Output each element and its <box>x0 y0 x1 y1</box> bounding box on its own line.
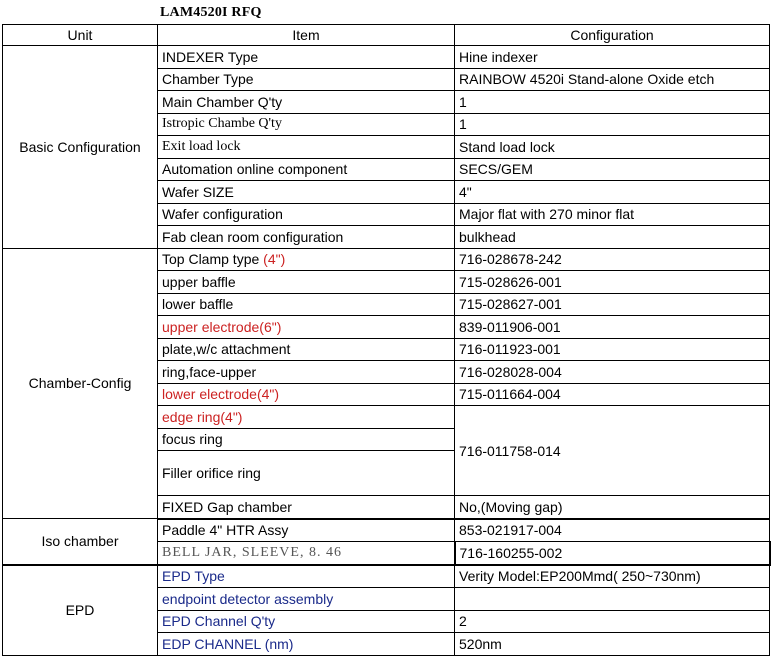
item-cell: endpoint detector assembly <box>158 588 455 611</box>
config-cell: 716-160255-002 <box>455 542 770 565</box>
item-cell: plate,w/c attachment <box>158 338 455 361</box>
config-cell: 520nm <box>455 633 770 656</box>
item-cell: Exit load lock <box>158 136 455 159</box>
config-cell: Stand load lock <box>455 136 770 159</box>
config-cell: Major flat with 270 minor flat <box>455 203 770 226</box>
config-cell: 1 <box>455 113 770 136</box>
header-item: Item <box>158 25 455 46</box>
header-configuration: Configuration <box>455 25 770 46</box>
item-cell: upper baffle <box>158 271 455 294</box>
config-cell: 715-028627-001 <box>455 293 770 316</box>
item-cell: lower electrode(4") <box>158 383 455 406</box>
item-cell: Paddle 4" HTR Assy <box>158 519 455 542</box>
table-row <box>3 46 770 69</box>
config-cell: RAINBOW 4520i Stand-alone Oxide etch <box>455 68 770 91</box>
item-cell: EPD Channel Q'ty <box>158 610 455 633</box>
item-cell: ring,face-upper <box>158 361 455 384</box>
item-text: Top Clamp type <box>162 251 264 268</box>
header-unit: Unit <box>3 25 158 46</box>
item-cell: Automation online component <box>158 158 455 181</box>
config-cell: 1 <box>455 91 770 114</box>
unit-iso-chamber: Iso chamber <box>3 519 158 565</box>
table-row <box>3 565 770 588</box>
item-cell: Fab clean room configuration <box>158 226 455 249</box>
table-row <box>3 248 770 271</box>
item-cell: EDP CHANNEL (nm) <box>158 633 455 656</box>
config-cell: 716-028028-004 <box>455 361 770 384</box>
item-cell: Main Chamber Q'ty <box>158 91 455 114</box>
config-cell <box>455 588 770 611</box>
rfq-table <box>2 24 771 656</box>
config-cell: Hine indexer <box>455 46 770 69</box>
config-cell: 839-011906-001 <box>455 316 770 339</box>
unit-basic-configuration: Basic Configuration <box>3 46 158 249</box>
unit-chamber-config: Chamber-Config <box>3 248 158 519</box>
config-cell: SECS/GEM <box>455 158 770 181</box>
config-cell: No,(Moving gap) <box>455 496 770 519</box>
item-cell: FIXED Gap chamber <box>158 496 455 519</box>
header-row <box>3 25 770 46</box>
item-size-highlight: (4") <box>263 251 286 268</box>
item-cell: INDEXER Type <box>158 46 455 69</box>
config-cell: bulkhead <box>455 226 770 249</box>
config-cell: 4" <box>455 181 770 204</box>
item-cell: EPD Type <box>158 565 455 588</box>
item-cell: Chamber Type <box>158 68 455 91</box>
document-title: LAM4520I RFQ <box>160 5 262 20</box>
item-cell: Wafer SIZE <box>158 181 455 204</box>
config-cell: Verity Model:EP200Mmd( 250~730nm) <box>455 565 770 588</box>
item-cell: Filler orifice ring <box>158 451 455 496</box>
config-cell: 716-028678-242 <box>455 248 770 271</box>
unit-epd: EPD <box>3 565 158 656</box>
item-cell: Wafer configuration <box>158 203 455 226</box>
config-cell: 716-011923-001 <box>455 338 770 361</box>
item-cell <box>158 248 455 271</box>
item-cell: focus ring <box>158 428 455 451</box>
config-cell: 715-011664-004 <box>455 383 770 406</box>
item-cell: BELL JAR, SLEEVE, 8. 46 <box>158 542 455 565</box>
config-cell: 715-028626-001 <box>455 271 770 294</box>
config-cell: 2 <box>455 610 770 633</box>
config-cell: 853-021917-004 <box>455 519 770 542</box>
table-row <box>3 519 770 542</box>
item-cell: Istropic Chambe Q'ty <box>158 113 455 136</box>
item-cell: upper electrode(6") <box>158 316 455 339</box>
item-cell: lower baffle <box>158 293 455 316</box>
config-cell-merged: 716-011758-014 <box>455 406 770 496</box>
item-cell: edge ring(4") <box>158 406 455 429</box>
